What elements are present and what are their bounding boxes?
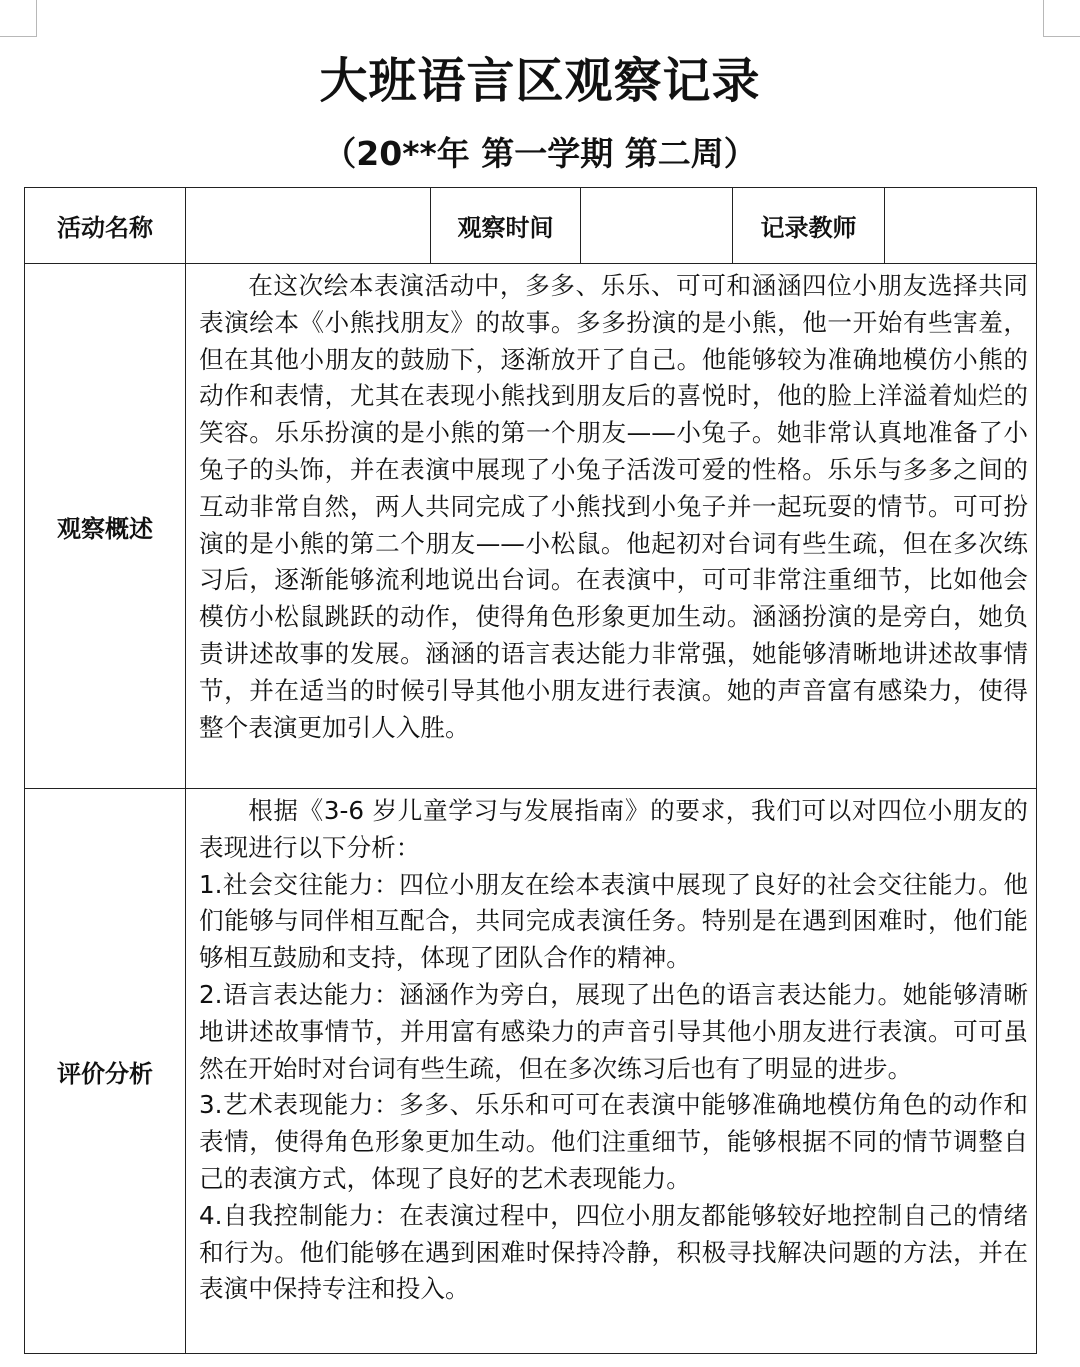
activity-name-label: 活动名称 xyxy=(25,188,186,264)
evaluation-row xyxy=(25,789,1037,1354)
observation-time-label: 观察时间 xyxy=(431,188,581,264)
page-corner-mark-left xyxy=(0,0,37,37)
observation-record-table xyxy=(24,187,1037,1354)
evaluation-intro-text: 根据《3-6 岁儿童学习与发展指南》的要求，我们可以对四位小朋友的表现进行以下分析： xyxy=(199,796,1028,862)
document-title: 大班语言区观察记录 xyxy=(319,53,761,109)
observation-summary-cell xyxy=(186,264,1037,789)
observation-summary-text: 在这次绘本表演活动中，多多、乐乐、可可和涵涵四位小朋友选择共同表演绘本《小熊找朋友》的故事。多多扮演的是小熊，他一开始有些害羞，但在其他小朋友的鼓励下，逐渐放开了自己。他能够较为准确地模仿小熊的动作和表情，尤其在表现小熊找到朋友后的喜悦时，他的脸上洋溢着灿烂的笑容。乐乐扮演的是小熊的第一个朋友——小兔子。她非常认真地准备了小兔子的头饰，并在表演中展现了小兔子活泼可爱的性格。乐乐与多多之间的互动非常自然，两人共同完成了小熊找到小兔子并一起玩耍的情节。可可扮演的是小熊的第二个朋友——小松鼠。他起初对台词有些生疏，但在多次练习后，逐渐能够流利地说出台词。在表演中，可可非常注重细节，比如他会模仿小松鼠跳跃的动作，使得角色形象更加生动。涵涵扮演的是旁白，她负责讲述故事的发展。涵涵的语言表达能力非常强，她能够清晰地讲述故事情节，并在适当的时候引导其他小朋友进行表演。她的声音富有感染力，使得整个表演更加引人入胜。 xyxy=(199,271,1028,742)
recording-teacher-label: 记录教师 xyxy=(733,188,885,264)
summary-row xyxy=(25,264,1037,789)
recording-teacher-value[interactable] xyxy=(885,188,1037,264)
header-row xyxy=(25,188,1037,264)
page-corner-mark-right xyxy=(1043,0,1080,37)
evaluation-point-self-control: 4.自我控制能力：在表演过程中，四位小朋友都能够较好地控制自己的情绪和行为。他们能够在遇到困难时保持冷静，积极寻找解决问题的方法，并在表演中保持专注和投入。 xyxy=(199,1200,1028,1304)
activity-name-value[interactable] xyxy=(186,188,431,264)
evaluation-point-art: 3.艺术表现能力：多多、乐乐和可可在表演中能够准确地模仿角色的动作和表情，使得角色形象更加生动。他们注重细节，能够根据不同的情节调整自己的表演方式，体现了良好的艺术表现能力。 xyxy=(199,1090,1028,1193)
observation-time-value[interactable] xyxy=(581,188,733,264)
evaluation-analysis-label: 评价分析 xyxy=(25,789,186,1354)
evaluation-analysis-cell xyxy=(186,789,1037,1354)
observation-summary-label: 观察概述 xyxy=(25,264,186,789)
evaluation-point-language: 2.语言表达能力：涵涵作为旁白，展现了出色的语言表达能力。她能够清晰地讲述故事情节，并用富有感染力的声音引导其他小朋友进行表演。可可虽然在开始时对台词有些生疏，但在多次练习后也有了明显的进步。 xyxy=(199,979,1028,1083)
evaluation-point-social: 1.社会交往能力：四位小朋友在绘本表演中展现了良好的社会交往能力。他们能够与同伴相互配合，共同完成表演任务。特别是在遇到困难时，他们能够相互鼓励和支持，体现了团队合作的精神。 xyxy=(199,869,1028,973)
document-subtitle: （20**年 第一学期 第二周） xyxy=(323,134,757,173)
